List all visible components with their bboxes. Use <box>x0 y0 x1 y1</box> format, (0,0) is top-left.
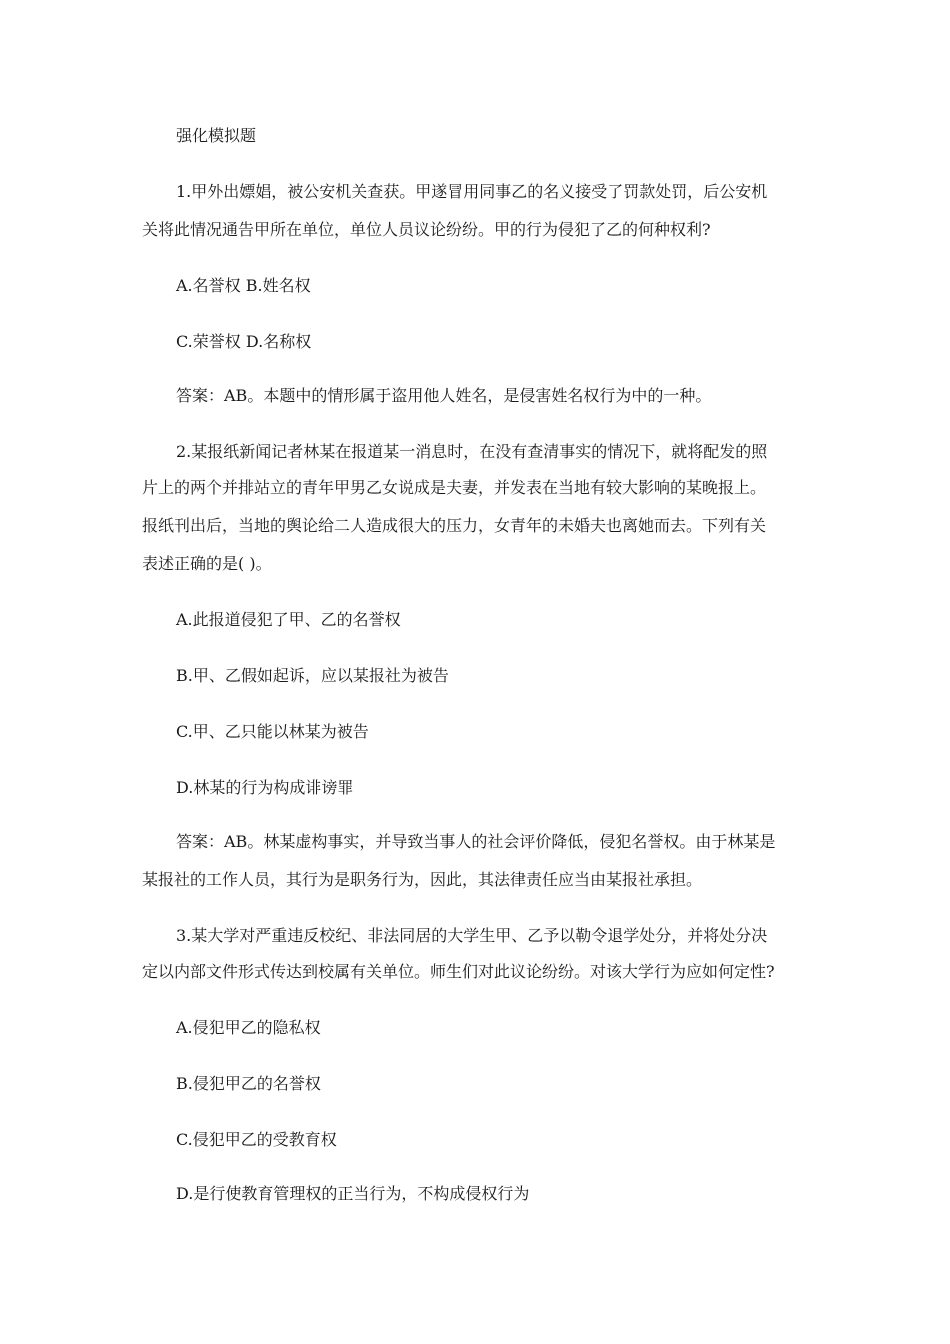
q2-stem-line-1: 2.某报纸新闻记者林某在报道某一消息时，在没有查清事实的情况下，就将配发的照 <box>176 442 768 461</box>
q2-option-a: A.此报道侵犯了甲、乙的名誉权 <box>176 610 401 629</box>
q2-stem-line-3: 报纸刊出后，当地的舆论给二人造成很大的压力，女青年的未婚夫也离她而去。下列有关 <box>142 516 767 535</box>
q2-option-c: C.甲、乙只能以林某为被告 <box>176 722 369 741</box>
document-title: 强化模拟题 <box>176 126 257 145</box>
q1-stem-line-2: 关将此情况通告甲所在单位，单位人员议论纷纷。甲的行为侵犯了乙的何种权利? <box>142 220 711 239</box>
q2-stem-line-2: 片上的两个并排站立的青年甲男乙女说成是夫妻，并发表在当地有较大影响的某晚报上。 <box>142 478 767 497</box>
q1-options-ab: A.名誉权 B.姓名权 <box>176 276 311 295</box>
q2-stem-line-4: 表述正确的是( )。 <box>142 554 272 573</box>
q3-option-c: C.侵犯甲乙的受教育权 <box>176 1130 337 1149</box>
q3-option-d: D.是行使教育管理权的正当行为，不构成侵权行为 <box>176 1184 530 1203</box>
q3-stem-line-1: 3.某大学对严重违反校纪、非法同居的大学生甲、乙予以勒令退学处分，并将处分决 <box>176 926 768 945</box>
q3-option-a: A.侵犯甲乙的隐私权 <box>176 1018 321 1037</box>
q1-stem-line-1: 1.甲外出嫖娼，被公安机关查获。甲遂冒用同事乙的名义接受了罚款处罚，后公安机 <box>176 182 768 201</box>
q3-stem-line-2: 定以内部文件形式传达到校属有关单位。师生们对此议论纷纷。对该大学行为应如何定性? <box>142 962 775 981</box>
q1-options-cd: C.荣誉权 D.名称权 <box>176 332 312 351</box>
q2-option-b: B.甲、乙假如起诉，应以某报社为被告 <box>176 666 449 685</box>
q2-answer-line-2: 某报社的工作人员，其行为是职务行为，因此，其法律责任应当由某报社承担。 <box>142 870 703 889</box>
q2-option-d: D.林某的行为构成诽谤罪 <box>176 778 354 797</box>
q1-answer: 答案：AB。本题中的情形属于盗用他人姓名，是侵害姓名权行为中的一种。 <box>176 386 712 405</box>
q2-answer-line-1: 答案：AB。林某虚构事实，并导致当事人的社会评价降低，侵犯名誉权。由于林某是 <box>176 832 776 851</box>
q3-option-b: B.侵犯甲乙的名誉权 <box>176 1074 321 1093</box>
